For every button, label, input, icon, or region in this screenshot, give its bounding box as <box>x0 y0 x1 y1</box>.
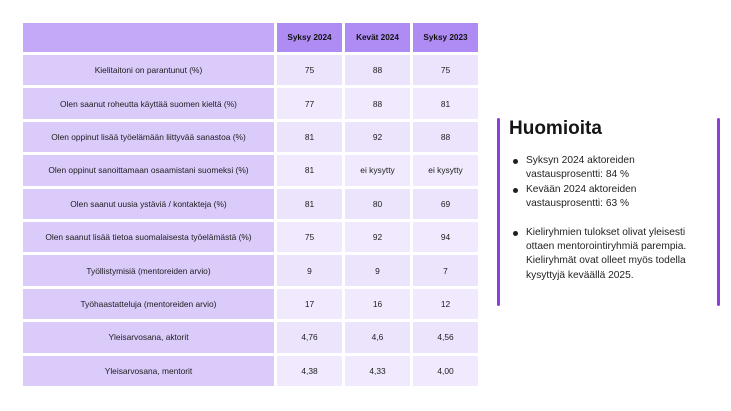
row-label: Työhaastatteluja (mentoreiden arvio) <box>23 289 274 319</box>
bullet-icon <box>513 159 518 164</box>
row-value: 12 <box>413 289 478 319</box>
row-value: 4,76 <box>277 322 342 352</box>
notes-title: Huomioita <box>509 118 602 139</box>
row-label: Kielitaitoni on parantunut (%) <box>23 55 274 85</box>
accent-bar-right <box>717 118 720 306</box>
row-label: Yleisarvosana, mentorit <box>23 356 274 386</box>
row-value: 92 <box>345 222 410 252</box>
row-value: ei kysytty <box>413 155 478 185</box>
results-table <box>20 20 481 389</box>
row-value: 94 <box>413 222 478 252</box>
table-header-empty <box>23 23 274 52</box>
column-header: Kevät 2024 <box>345 23 410 52</box>
notes-list <box>511 154 707 283</box>
row-value: 4,38 <box>277 356 342 386</box>
row-value: 81 <box>277 155 342 185</box>
row-value: 4,56 <box>413 322 478 352</box>
row-value: 92 <box>345 122 410 152</box>
table-row <box>23 189 478 219</box>
table-row <box>23 322 478 352</box>
table-row <box>23 356 478 386</box>
notes-item <box>511 226 707 284</box>
accent-bar-left <box>497 118 500 306</box>
row-value: 17 <box>277 289 342 319</box>
row-value: 4,33 <box>345 356 410 386</box>
row-label: Työllistymisiä (mentoreiden arvio) <box>23 255 274 285</box>
row-label: Olen oppinut lisää työelämään liittyvää sanastoa (%) <box>23 122 274 152</box>
row-value: 81 <box>277 122 342 152</box>
notes-item-text: Syksyn 2024 aktoreiden vastausprosentti: 84 % <box>526 155 635 181</box>
bullet-icon <box>513 231 518 236</box>
row-label: Yleisarvosana, aktorit <box>23 322 274 352</box>
row-value: 9 <box>345 255 410 285</box>
row-value: 88 <box>345 88 410 118</box>
row-label: Olen saanut roheutta käyttää suomen kieltä (%) <box>23 88 274 118</box>
row-label: Olen oppinut sanoittamaan osaamistani suomeksi (%) <box>23 155 274 185</box>
row-value: 69 <box>413 189 478 219</box>
table-header-row <box>23 23 478 52</box>
notes-item-text: Kieliryhmien tulokset olivat yleisesti ottaen mentorointiryhmiä parempia. Kieliryhmät ovat olleet myös todella kysyttyjä keväällä 2025. <box>526 226 687 281</box>
row-value: 80 <box>345 189 410 219</box>
column-header: Syksy 2023 <box>413 23 478 52</box>
table-row <box>23 222 478 252</box>
table-row <box>23 122 478 152</box>
row-value: 75 <box>277 55 342 85</box>
table-row <box>23 289 478 319</box>
row-value: 75 <box>277 222 342 252</box>
table-row <box>23 88 478 118</box>
notes-item-text: Kevään 2024 aktoreiden vastausprosentti: 63 % <box>526 183 637 210</box>
row-label: Olen saanut lisää tietoa suomalaisesta työelämästä (%) <box>23 222 274 252</box>
notes-item <box>511 183 707 212</box>
table-row <box>23 155 478 185</box>
row-value: 9 <box>277 255 342 285</box>
row-value: 16 <box>345 289 410 319</box>
row-label: Olen saanut uusia ystäviä / kontakteja (%) <box>23 189 274 219</box>
table-row <box>23 55 478 85</box>
notes-item <box>511 154 707 183</box>
row-value: ei kysytty <box>345 155 410 185</box>
row-value: 88 <box>345 55 410 85</box>
column-header: Syksy 2024 <box>277 23 342 52</box>
row-value: 4,00 <box>413 356 478 386</box>
row-value: 75 <box>413 55 478 85</box>
row-value: 4,6 <box>345 322 410 352</box>
row-value: 81 <box>277 189 342 219</box>
row-value: 7 <box>413 255 478 285</box>
row-value: 77 <box>277 88 342 118</box>
bullet-icon <box>513 188 518 193</box>
row-value: 88 <box>413 122 478 152</box>
row-value: 81 <box>413 88 478 118</box>
table-row <box>23 255 478 285</box>
notes-panel <box>497 118 720 310</box>
